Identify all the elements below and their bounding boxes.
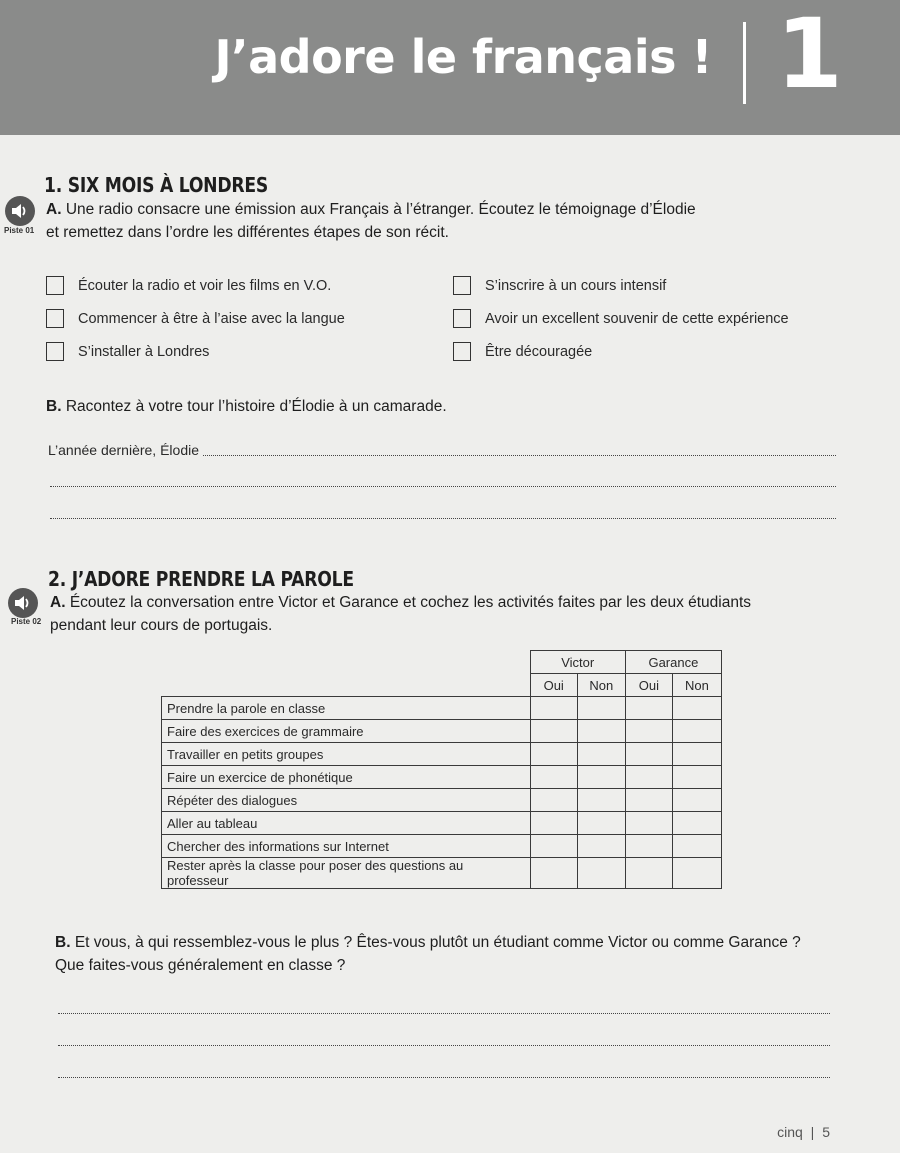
answer-cell[interactable] (672, 812, 721, 835)
section-2-instruction-b (55, 931, 855, 977)
answer-cell[interactable] (625, 697, 672, 720)
answer-cell[interactable] (577, 743, 625, 766)
order-item[interactable] (453, 276, 666, 295)
activity-label: Faire un exercice de phonétique (162, 766, 531, 789)
activity-label: Répéter des dialogues (162, 789, 531, 812)
answer-cell[interactable] (672, 835, 721, 858)
instruction-line: Que faites-vous généralement en classe ? (55, 957, 346, 974)
answer-cell[interactable] (625, 743, 672, 766)
activity-label: Prendre la parole en classe (162, 697, 531, 720)
column-header: Oui (530, 674, 577, 697)
section-1-instruction-b (46, 395, 866, 418)
column-group-header: Victor (530, 651, 625, 674)
answer-cell[interactable] (577, 858, 625, 889)
answer-cell[interactable] (577, 812, 625, 835)
answer-cell[interactable] (672, 743, 721, 766)
instruction-line: pendant leur cours de portugais. (50, 617, 273, 634)
footer-divider: | (810, 1124, 815, 1140)
answer-line[interactable] (58, 1077, 830, 1078)
audio-speaker-icon[interactable] (5, 196, 35, 226)
instruction-line: et remettez dans l’ordre les différentes étapes de son récit. (46, 224, 449, 241)
order-item-label: Avoir un excellent souvenir de cette expérience (485, 310, 789, 327)
track-label: Piste 02 (11, 617, 42, 626)
chapter-header (0, 0, 900, 135)
chapter-title: J’adore le français ! (214, 30, 712, 84)
order-checkbox[interactable] (453, 276, 471, 295)
table-row (162, 812, 722, 835)
answer-cell[interactable] (577, 789, 625, 812)
audio-speaker-icon[interactable] (8, 588, 38, 618)
answer-cell[interactable] (577, 766, 625, 789)
table-row (162, 743, 722, 766)
answer-cell[interactable] (672, 720, 721, 743)
instruction-line: Une radio consacre une émission aux Français à l’étranger. Écoutez le témoignage d’Élodie (65, 201, 696, 218)
table-row (162, 789, 722, 812)
instruction-line: Et vous, à qui ressemblez-vous le plus ? Êtes-vous plutôt un étudiant comme Victor ou comme Garance ? (74, 934, 801, 951)
answer-cell[interactable] (577, 697, 625, 720)
answer-cell[interactable] (530, 789, 577, 812)
answer-line[interactable] (58, 1045, 830, 1046)
order-checkbox[interactable] (46, 342, 64, 361)
order-item[interactable] (453, 309, 789, 328)
page-number: 5 (822, 1124, 830, 1140)
section-2-title: 2. J’ADORE PRENDRE LA PAROLE (48, 567, 354, 591)
track-label: Piste 01 (4, 226, 35, 235)
answer-cell[interactable] (625, 812, 672, 835)
column-header: Non (577, 674, 625, 697)
order-item-label: Être découragée (485, 343, 593, 360)
table-row (162, 835, 722, 858)
activity-label: Travailler en petits groupes (162, 743, 531, 766)
answer-cell[interactable] (530, 697, 577, 720)
table-corner (162, 674, 531, 697)
order-item-label: Écouter la radio et voir les films en V.O. (78, 277, 332, 294)
table-row (162, 858, 722, 889)
order-checkbox[interactable] (46, 276, 64, 295)
answer-cell[interactable] (625, 720, 672, 743)
answer-cell[interactable] (625, 858, 672, 889)
table-row (162, 697, 722, 720)
order-checkbox[interactable] (46, 309, 64, 328)
order-item[interactable] (453, 342, 592, 361)
activity-table (161, 650, 722, 889)
table-corner (162, 651, 531, 674)
answer-cell[interactable] (577, 835, 625, 858)
table-row (162, 766, 722, 789)
activity-label: Rester après la classe pour poser des questions au professeur (162, 858, 531, 889)
answer-cell[interactable] (625, 789, 672, 812)
part-letter: B. (55, 934, 71, 951)
answer-cell[interactable] (625, 835, 672, 858)
order-checkbox[interactable] (453, 309, 471, 328)
answer-cell[interactable] (672, 697, 721, 720)
order-item-label: S’installer à Londres (78, 343, 210, 360)
answer-line[interactable] (203, 455, 836, 456)
activity-label: Chercher des informations sur Internet (162, 835, 531, 858)
order-item[interactable] (46, 276, 331, 295)
instruction-line: Racontez à votre tour l’histoire d’Élodie à un camarade. (65, 398, 447, 415)
part-letter: B. (46, 398, 62, 415)
answer-cell[interactable] (672, 858, 721, 889)
page-word: cinq (777, 1124, 803, 1140)
order-item[interactable] (46, 342, 209, 361)
answer-line[interactable] (50, 486, 836, 487)
page-footer (777, 1124, 830, 1140)
answer-cell[interactable] (625, 766, 672, 789)
column-header: Oui (625, 674, 672, 697)
answer-line[interactable] (50, 518, 836, 519)
section-1-instruction-a (46, 198, 866, 244)
answer-cell[interactable] (530, 812, 577, 835)
answer-cell[interactable] (530, 743, 577, 766)
answer-cell[interactable] (672, 789, 721, 812)
order-checkbox[interactable] (453, 342, 471, 361)
answer-cell[interactable] (530, 720, 577, 743)
answer-cell[interactable] (530, 835, 577, 858)
order-item-label: S’inscrire à un cours intensif (485, 277, 667, 294)
chapter-number: 1 (776, 0, 843, 110)
part-letter: A. (46, 201, 62, 218)
answer-cell[interactable] (530, 766, 577, 789)
activity-label: Aller au tableau (162, 812, 531, 835)
answer-cell[interactable] (577, 720, 625, 743)
answer-cell[interactable] (530, 858, 577, 889)
answer-cell[interactable] (672, 766, 721, 789)
column-group-header: Garance (625, 651, 721, 674)
order-item-label: Commencer à être à l’aise avec la langue (78, 310, 345, 327)
column-header: Non (672, 674, 721, 697)
writing-prompt: L’année dernière, Élodie (48, 442, 200, 458)
order-item[interactable] (46, 309, 345, 328)
section-2-instruction-a (50, 591, 850, 637)
part-letter: A. (50, 594, 66, 611)
instruction-line: Écoutez la conversation entre Victor et Garance et cochez les activités faites par les deux étudiants (69, 594, 752, 611)
answer-line[interactable] (58, 1013, 830, 1014)
table-row (162, 720, 722, 743)
header-divider (743, 22, 746, 104)
section-1-title: 1. SIX MOIS À LONDRES (44, 173, 268, 197)
activity-label: Faire des exercices de grammaire (162, 720, 531, 743)
